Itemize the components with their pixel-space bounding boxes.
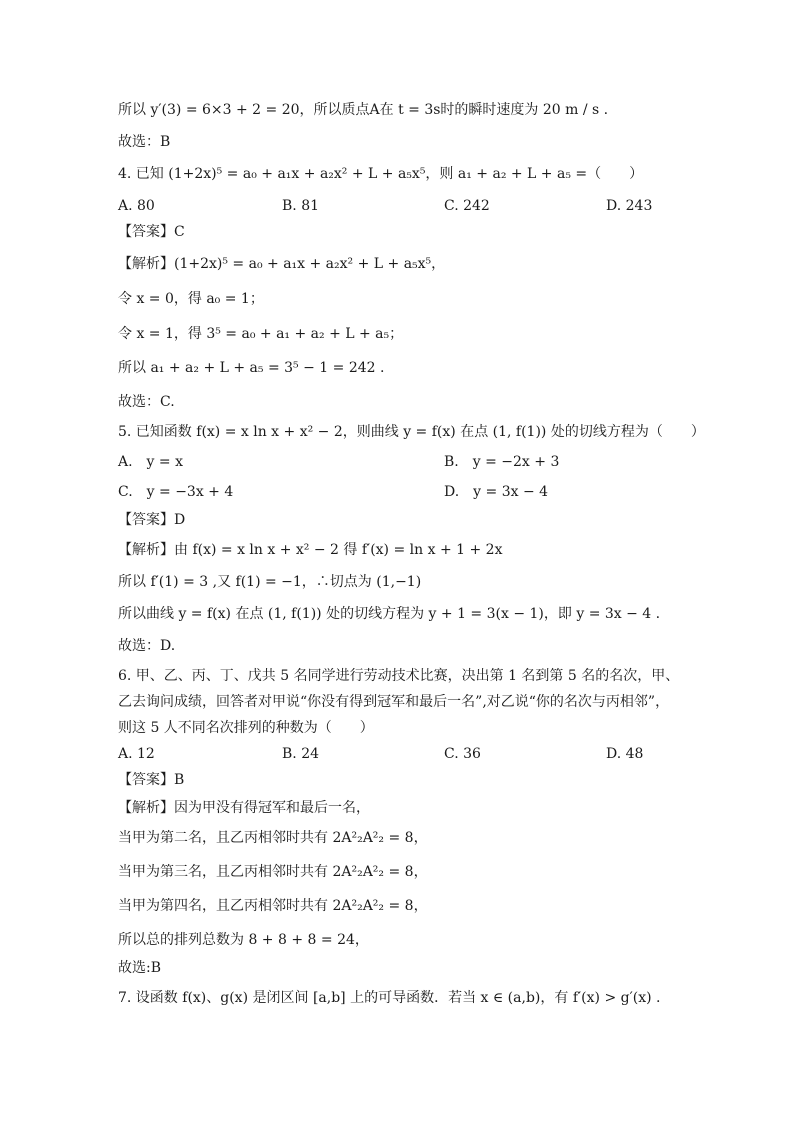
q4-option-d: D. 243 [606,198,653,214]
text-line: 故选：B [118,134,171,150]
text-line: 故选：D. [118,638,176,654]
text-line: 故选:B [118,960,162,976]
text-line: 所以总的排列总数为 8 + 8 + 8 = 24， [118,932,369,948]
question-5: 5. 已知函数 f(x) = x ln x + x² − 2，则曲线 y = f(x) 在点 (1, f(1)) 处的切线方程为（ ） [118,424,705,440]
analysis-line: 【解析】因为甲没有得冠军和最后一名， [118,800,370,816]
text-line: 所以 a₁ + a₂ + L + a₅ = 3⁵ − 1 = 242 . [118,360,385,376]
q4-option-c: C. 242 [444,198,490,214]
analysis-line: 【解析】由 f(x) = x ln x + x² − 2 得 f′(x) = ln x + 1 + 2x [118,542,503,558]
q5-option-c: C. y = −3x + 4 [118,484,234,500]
q6-option-a: A. 12 [118,746,155,762]
answer-label: 【答案】B [118,772,185,788]
text-line: 所以 y′(3) = 6×3 + 2 = 20，所以质点A在 t = 3s时的瞬时速度为 20 m / s . [118,102,609,118]
question-6-line: 则这 5 人不同名次排列的种数为（ ） [118,720,374,736]
text-line: 当甲为第四名，且乙丙相邻时共有 2A²₂A²₂ = 8， [118,898,428,914]
q6-option-c: C. 36 [444,746,481,762]
q5-option-b: B. y = −2x + 3 [444,454,560,470]
text-line: 当甲为第二名，且乙丙相邻时共有 2A²₂A²₂ = 8， [118,830,428,846]
text-line: 故选：C. [118,394,175,410]
text-line: 令 x = 0，得 a₀ = 1； [118,291,264,307]
q6-option-d: D. 48 [606,746,644,762]
q6-option-b: B. 24 [282,746,320,762]
question-6: 6. 甲、乙、丙、丁、戊共 5 名同学进行劳动技术比赛，决出第 1 名到第 5 名的名次，甲、 [118,668,680,684]
answer-label: 【答案】C [118,224,185,240]
text-line: 令 x = 1，得 3⁵ = a₀ + a₁ + a₂ + L + a₅； [118,326,404,342]
text-line: 所以 f′(1) = 3 ,又 f(1) = −1，∴切点为 (1,−1) [118,574,422,590]
q5-option-d: D. y = 3x − 4 [444,484,549,500]
analysis-line: 【解析】(1+2x)⁵ = a₀ + a₁x + a₂x² + L + a₅x⁵， [118,256,446,272]
question-6-line: 乙去询问成绩，回答者对甲说“你没有得到冠军和最后一名”,对乙说“你的名次与丙相邻”， [118,694,670,710]
q4-option-b: B. 81 [282,198,320,214]
answer-label: 【答案】D [118,512,186,528]
q4-option-a: A. 80 [118,198,155,214]
q5-option-a: A. y = x [118,454,183,470]
question-7: 7. 设函数 f(x)、g(x) 是闭区间 [a,b] 上的可导函数．若当 x ∈ (a,b)，有 f′(x) > g′(x) . [118,990,661,1006]
text-line: 当甲为第三名，且乙丙相邻时共有 2A²₂A²₂ = 8， [118,864,428,880]
text-line: 所以曲线 y = f(x) 在点 (1, f(1)) 处的切线方程为 y + 1 = 3(x − 1)，即 y = 3x − 4 . [118,606,661,622]
question-4: 4. 已知 (1+2x)⁵ = a₀ + a₁x + a₂x² + L + a₅x⁵，则 a₁ + a₂ + L + a₅ =（ ） [118,166,644,182]
